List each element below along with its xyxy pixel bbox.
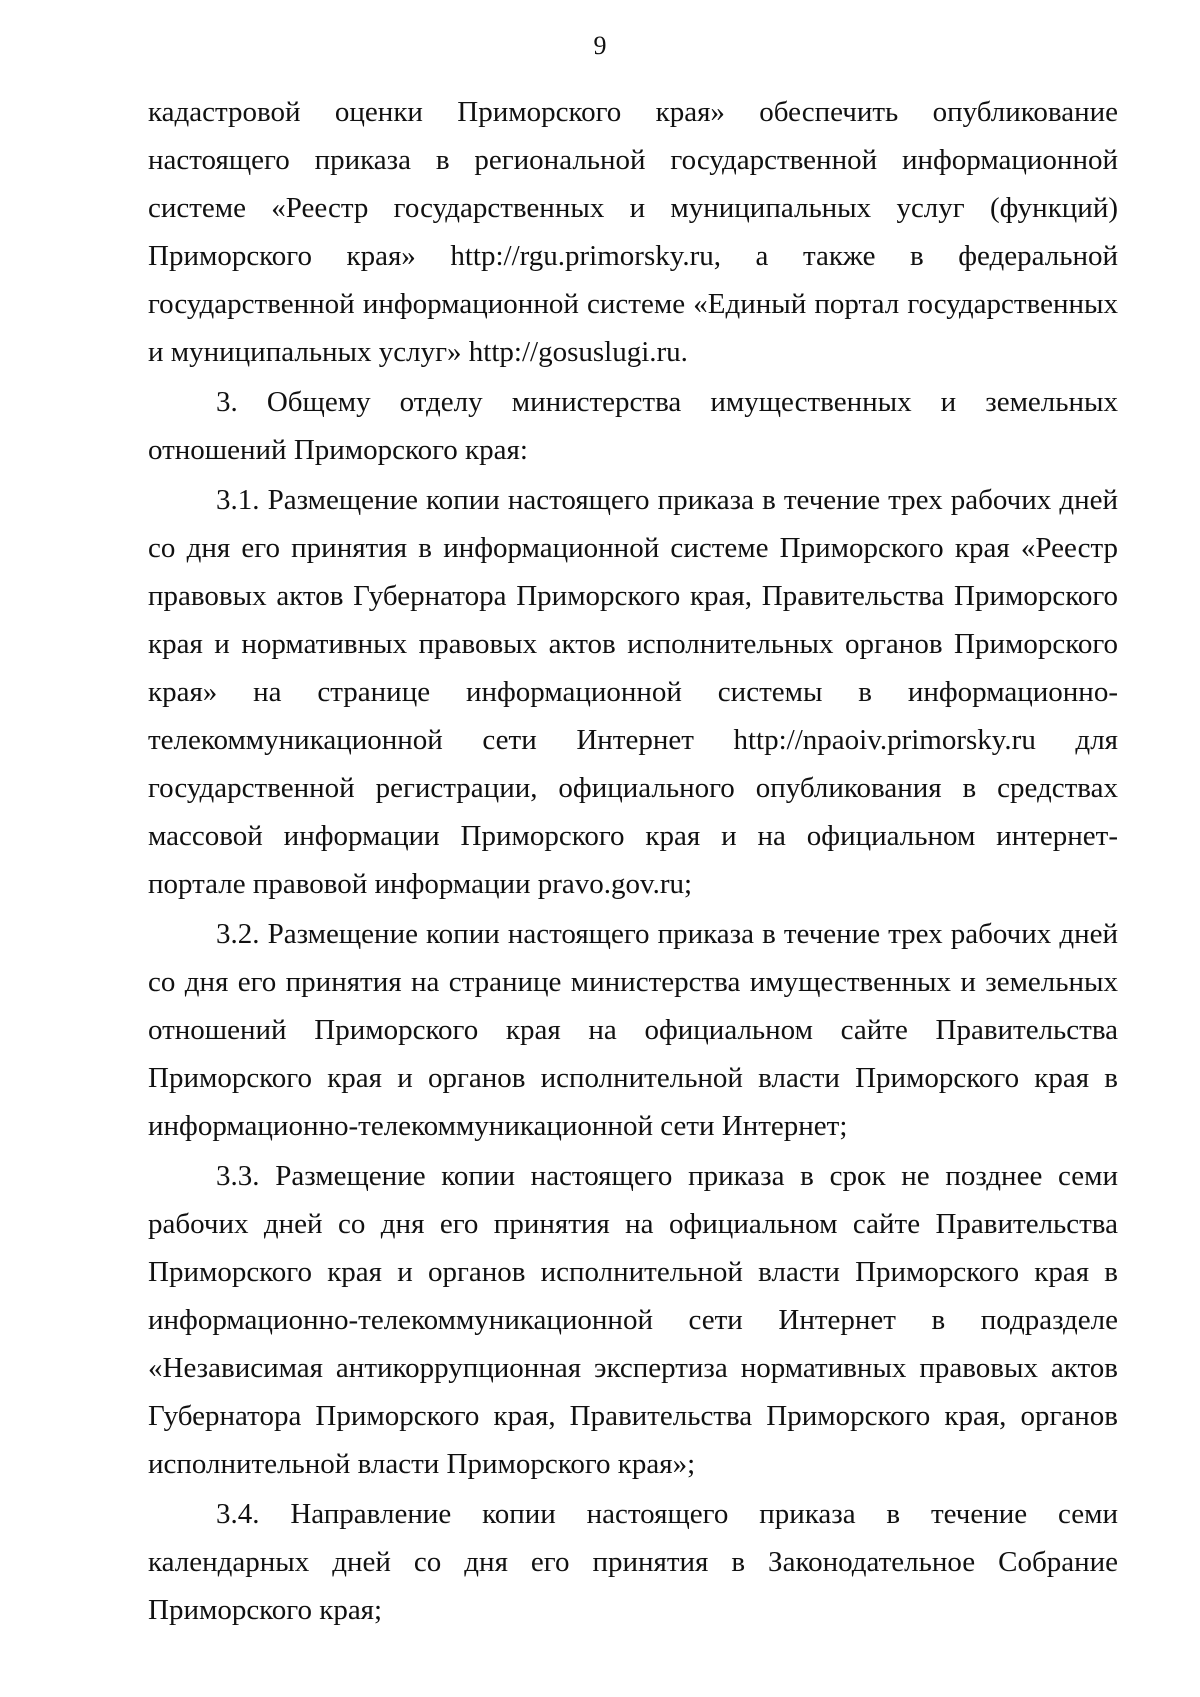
document-body: [148, 88, 1118, 1634]
page-number: 9: [593, 31, 607, 60]
paragraph-item-3-3: 3.3. Размещение копии настоящего приказа в срок не позднее семи рабочих дней со дня его принятия на официальном сайте Правительства Приморского края и органов исполнительной власти Приморского края в информационно-телекоммуникационной сети Интернет в подразделе «Независимая антикоррупционная экспертиза нормативных правовых актов Губернатора Приморского края, Правительства Приморского края, органов исполнительной власти Приморского края»;: [148, 1160, 1118, 1480]
paragraph-item-3-4: 3.4. Направление копии настоящего приказа в течение семи календарных дней со дня его принятия в Законодательное Собрание Приморского края;: [148, 1498, 1118, 1626]
paragraph-item-3-2: 3.2. Размещение копии настоящего приказа в течение трех рабочих дней со дня его принятия на странице министерства имущественных и земельных отношений Приморского края на официальном сайте Правительства Приморского края и органов исполнительной власти Приморского края в информационно-телекоммуникационной сети Интернет;: [148, 918, 1118, 1142]
paragraph-publication-continuation: кадастровой оценки Приморского края» обеспечить опубликование настоящего приказа в региональной государственной информационной системе «Реестр государственных и муниципальных услуг (функций) Приморского края» http://rgu.primorsky.ru, а также в федеральной государственной информационной системе «Единый портал государственных и муниципальных услуг» http://gosuslugi.ru.: [148, 96, 1118, 368]
paragraph-item-3-1: 3.1. Размещение копии настоящего приказа в течение трех рабочих дней со дня его принятия в информационной системе Приморского края «Реестр правовых актов Губернатора Приморского края, Правительства Приморского края и нормативных правовых актов исполнительных органов Приморского края» на странице информационной системы в информационно-телекоммуникационной сети Интернет http://npaoiv.primorsky.ru для государственной регистрации, официального опубликования в средствах массовой информации Приморского края и на официальном интернет-портале правовой информации pravo.gov.ru;: [148, 484, 1118, 900]
paragraph-item-3: 3. Общему отделу министерства имущественных и земельных отношений Приморского края:: [148, 386, 1118, 466]
